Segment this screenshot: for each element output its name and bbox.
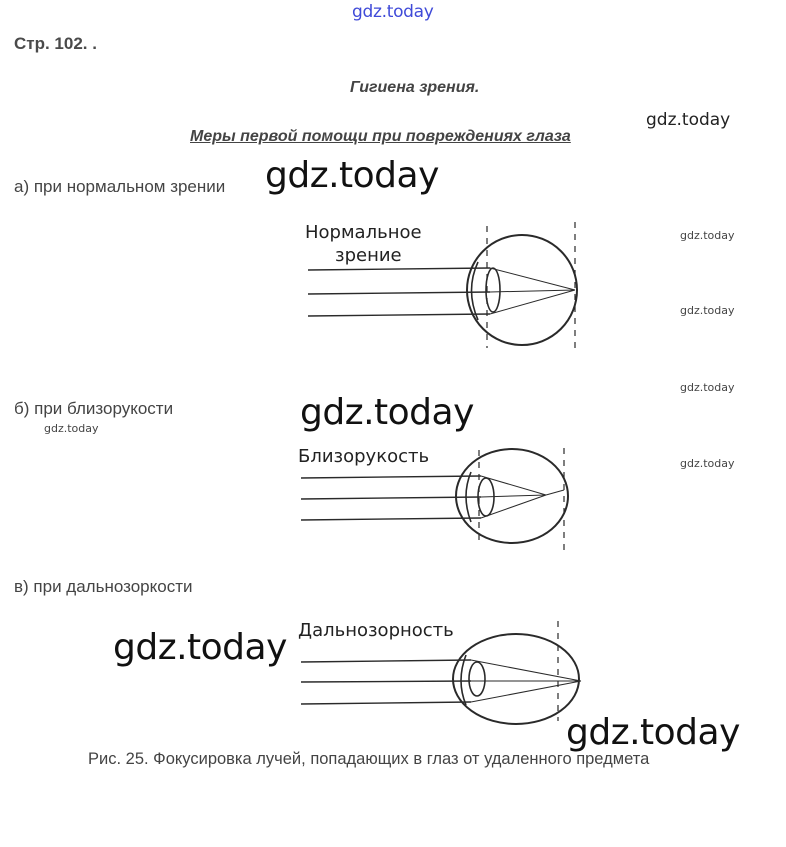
page-title: Гигиена зрения. [350, 79, 480, 96]
figure-label-line: зрение [335, 245, 402, 266]
watermark-text: gdz.today [300, 392, 474, 433]
item-normal-vision-label: а) при нормальном зрении [14, 177, 226, 196]
item-hyperopia-label: в) при дальнозоркости [14, 577, 193, 596]
watermark-text: gdz.today [113, 627, 287, 668]
watermark-text: gdz.today [680, 229, 735, 242]
item-myopia-label: б) при близорукости [14, 399, 174, 418]
watermark-text: gdz.today [680, 457, 735, 470]
myopia-diagram [296, 440, 576, 552]
figure-label-line: Дальнозорность [298, 620, 454, 641]
watermark-text: gdz.today [566, 712, 740, 753]
page-subtitle: Меры первой помощи при повреждениях глаза [190, 128, 571, 145]
hyperopia-diagram [296, 615, 596, 723]
watermark-text: gdz.today [646, 110, 731, 130]
figure-label-line: Близорукость [298, 446, 430, 467]
watermark-top: gdz.today [352, 2, 434, 22]
figure-label-line: Нормальное [305, 222, 422, 243]
normal-vision-diagram [300, 218, 590, 353]
figure-caption: Рис. 25. Фокусировка лучей, попадающих в глаз от удаленного предмета [88, 750, 650, 768]
watermark-text: gdz.today [680, 304, 735, 317]
watermark-text: gdz.today [265, 155, 439, 196]
watermark-text: gdz.today [680, 381, 735, 394]
page-number: Стр. 102. . [14, 34, 97, 53]
watermark-text: gdz.today [44, 422, 99, 435]
